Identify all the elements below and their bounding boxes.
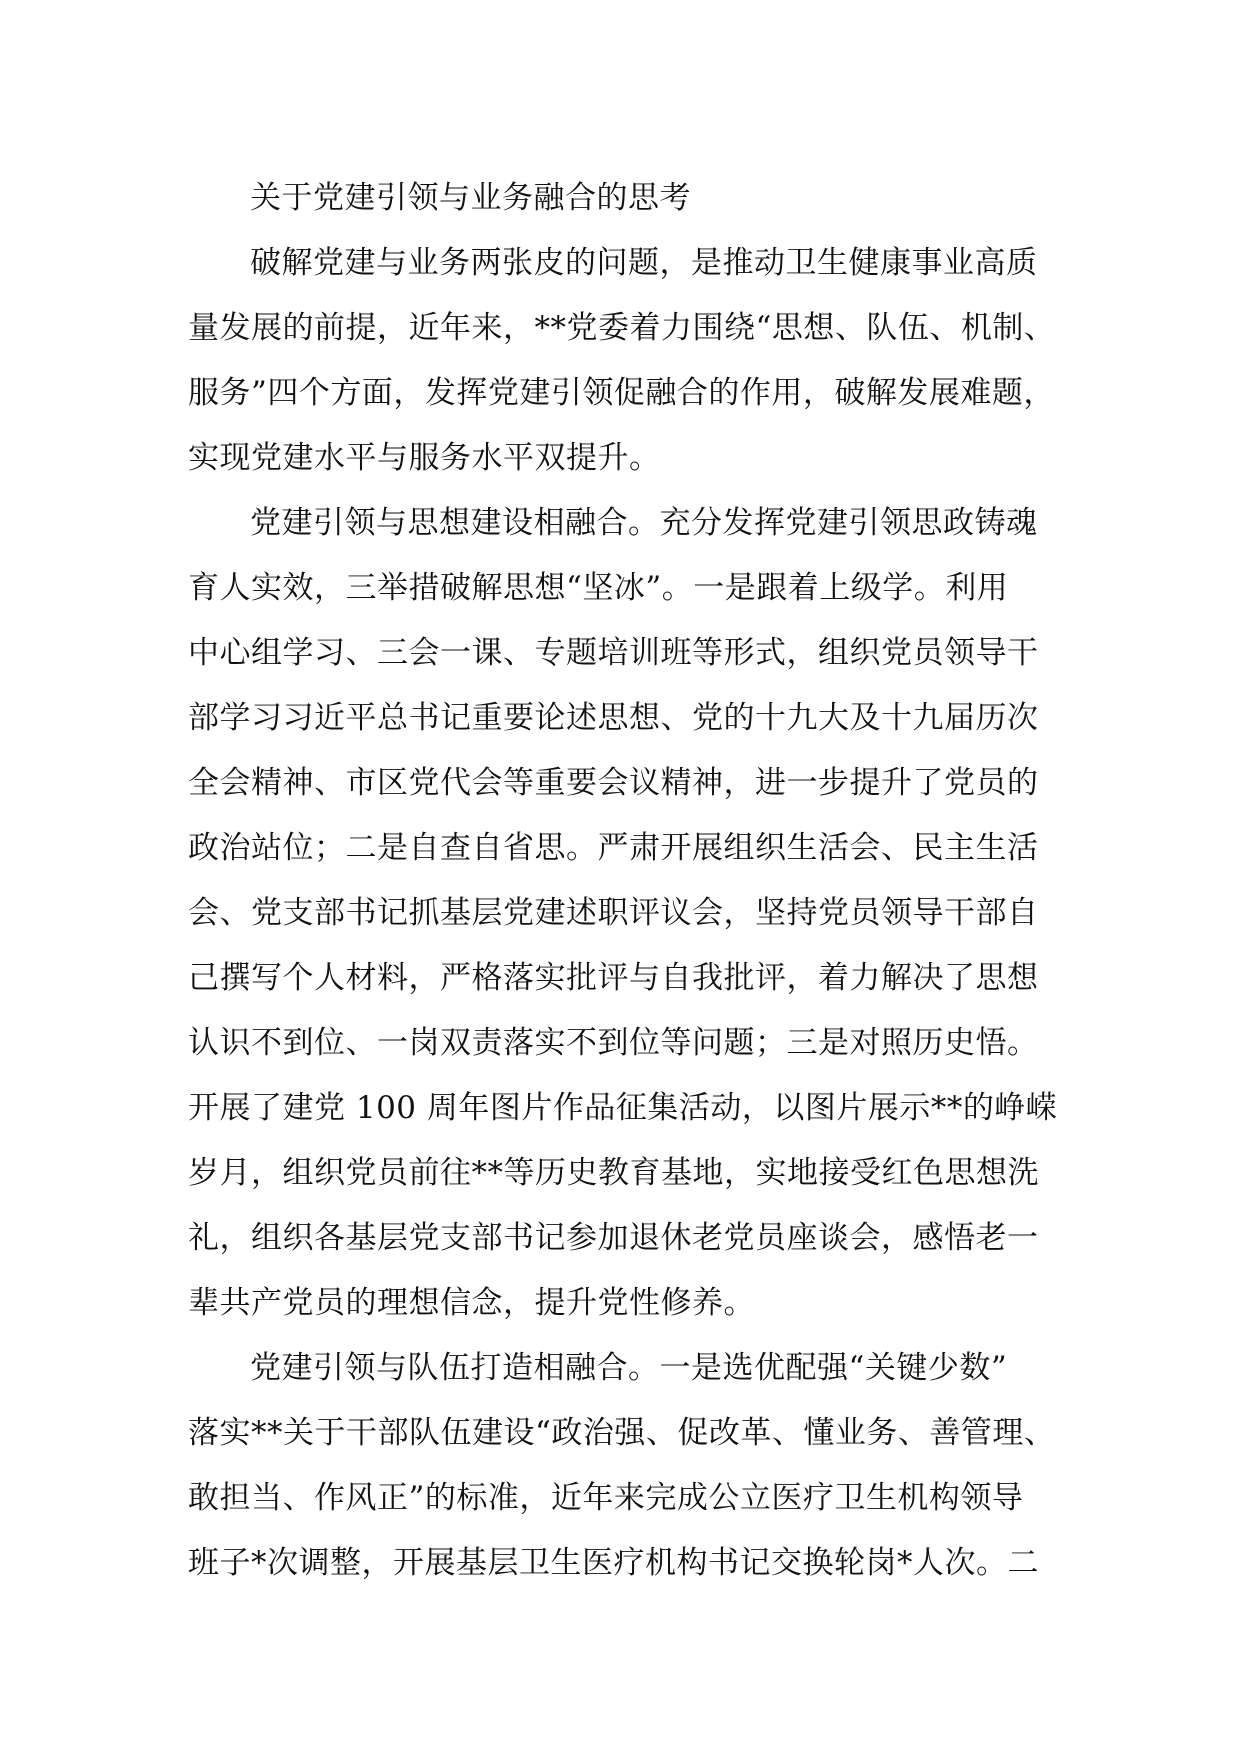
paragraph-line: 全会精神、市区党代会等重要会议精神，进一步提升了党员的 — [188, 765, 1039, 801]
paragraph-line: 实现党建水平与服务水平双提升。 — [188, 440, 661, 476]
paragraph-line: 礼，组织各基层党支部书记参加退休老党员座谈会，感悟老一 — [188, 1220, 1039, 1256]
paragraph-line: 量发展的前提，近年来，**党委着力围绕“思想、队伍、机制、 — [188, 310, 1056, 346]
paragraph-line: 党建引领与思想建设相融合。充分发挥党建引领思政铸魂 — [250, 505, 1038, 541]
paragraph-line: 中心组学习、三会一课、专题培训班等形式，组织党员领导干 — [188, 635, 1039, 671]
paragraph-line: 己撰写个人材料，严格落实批评与自我批评，着力解决了思想 — [188, 960, 1039, 996]
paragraph-ideology — [188, 491, 1068, 1336]
paragraph-line: 政治站位；二是自查自省思。严肃开展组织生活会、民主生活 — [188, 830, 1039, 866]
paragraph-line: 服务”四个方面，发挥党建引领促融合的作用，破解发展难题， — [188, 375, 1055, 411]
paragraph-line: 岁月，组织党员前往**等历史教育基地，实地接受红色思想洗 — [188, 1155, 1039, 1191]
paragraph-line: 部学习习近平总书记重要论述思想、党的十九大及十九届历次 — [188, 700, 1039, 736]
paragraph-line: 认识不到位、一岗双责落实不到位等问题；三是对照历史悟。 — [188, 1025, 1039, 1061]
paragraph-line: 班子*次调整，开展基层卫生医疗机构书记交换轮岗*人次。二 — [188, 1545, 1039, 1581]
paragraph-line: 育人实效，三举措破解思想“坚冰”。一是跟着上级学。利用 — [188, 570, 1009, 606]
paragraph-intro — [188, 231, 1068, 491]
paragraph-line: 开展了建党 100 周年图片作品征集活动，以图片展示**的峥嵘 — [188, 1090, 1058, 1126]
document-title: 关于党建引领与业务融合的思考 — [250, 180, 691, 216]
paragraph-line: 敢担当、作风正”的标准，近年来完成公立医疗卫生机构领导 — [188, 1480, 1024, 1516]
paragraph-line: 破解党建与业务两张皮的问题，是推动卫生健康事业高质 — [250, 245, 1038, 281]
document-body — [188, 166, 1068, 1596]
paragraph-team — [188, 1336, 1068, 1596]
paragraph-line: 会、党支部书记抓基层党建述职评议会，坚持党员领导干部自 — [188, 895, 1039, 931]
paragraph-line: 辈共产党员的理想信念，提升党性修养。 — [188, 1285, 755, 1321]
paragraph-line: 党建引领与队伍打造相融合。一是选优配强“关键少数” — [250, 1350, 1008, 1386]
paragraph-line: 落实**关于干部队伍建设“政治强、促改革、懂业务、善管理、 — [188, 1415, 1056, 1451]
